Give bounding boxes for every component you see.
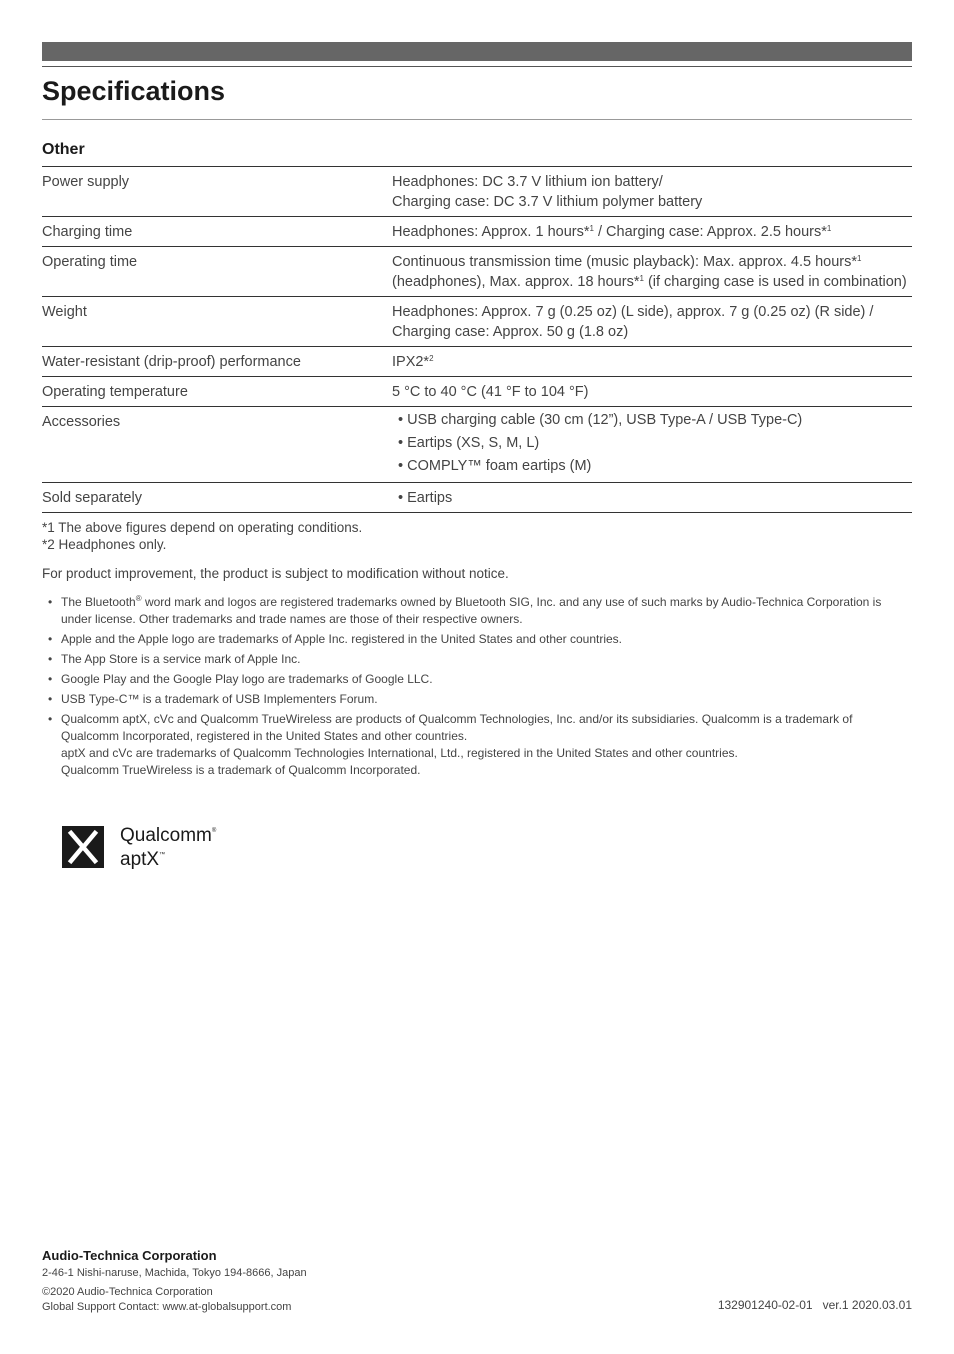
spec-row-weight: [42, 297, 912, 347]
spec-value: [392, 297, 912, 347]
trademark-list: [42, 594, 912, 782]
spec-row-operating-time: [42, 247, 912, 297]
list-item: • COMPLY™ foam eartips (M): [392, 455, 912, 478]
footnote-1: *1 The above figures depend on operating conditions.: [42, 520, 363, 535]
spec-label: Operating time: [42, 254, 138, 270]
page-title: Specifications: [42, 76, 226, 106]
spec-value-line: Charging case: Approx. 50 g (1.8 oz): [392, 324, 629, 340]
spec-row-accessories: [42, 407, 912, 483]
logo-wordmark: [120, 824, 216, 872]
spec-value: [392, 407, 912, 483]
title-divider: [42, 119, 912, 120]
spec-value-text: Headphones: Approx. 1 hours*: [392, 224, 590, 240]
registered-mark: ®: [135, 594, 142, 603]
trademark-app-store: • The App Store is a service mark of Apple Inc.: [42, 651, 912, 668]
footnotes: [42, 519, 362, 553]
trademark-text: • Qualcomm aptX, cVc and Qualcomm TrueWireless are products of Qualcomm Technologies, Inc. and/or its subsidiaries. Qualcomm is a trademark of Qualcomm Incorporated, registered in the United States and other countries.: [61, 712, 853, 743]
spec-value: [392, 167, 912, 217]
trademark-qualcomm: [42, 711, 912, 779]
trademark-text: The Bluetooth: [61, 595, 136, 609]
footnote-2: *2 Headphones only.: [42, 537, 167, 552]
spec-label: Accessories: [42, 414, 121, 430]
spec-value-line: [392, 252, 912, 272]
footnote-ref: 2: [429, 354, 434, 363]
trademark-text: aptX and cVc are trademarks of Qualcomm Technologies International, Ltd., registered in the United States and other countries.: [61, 746, 738, 760]
logo-line-qualcomm: [120, 824, 216, 848]
spec-value-line: [392, 272, 912, 292]
logo-text-qualcomm: Qualcomm: [120, 825, 212, 846]
list-item: • USB charging cable (30 cm (12”), USB Type-A / USB Type-C): [392, 409, 912, 432]
footnote-ref: 1: [857, 254, 862, 263]
spec-label: Weight: [42, 304, 87, 320]
improvement-notice: For product improvement, the product is subject to modification without notice.: [42, 566, 509, 581]
copyright: ©2020 Audio-Technica Corporation: [42, 1286, 213, 1298]
logo-line-aptx: [120, 848, 216, 872]
spec-value-text: / Charging case: Approx. 2.5 hours*: [593, 224, 827, 240]
footer: [42, 1248, 912, 1315]
footnote-ref: 1: [589, 224, 594, 233]
footnote-ref: 1: [826, 224, 832, 233]
spec-row-power-supply: [42, 167, 912, 217]
spec-value: [392, 217, 912, 247]
trademark-usb: • USB Type-C™ is a trademark of USB Implementers Forum.: [42, 691, 912, 708]
spec-label: Sold separately: [42, 490, 142, 506]
trademark-apple: • Apple and the Apple logo are trademarks of Apple Inc. registered in the United States and other countries.: [42, 631, 912, 648]
spec-value-text: (headphones), Max. approx. 18 hours*: [392, 274, 640, 290]
spec-label: Operating temperature: [42, 384, 188, 400]
trademark-google: • Google Play and the Google Play logo are trademarks of Google LLC.: [42, 671, 912, 688]
support-contact: Global Support Contact: www.at-globalsupport.com: [42, 1301, 292, 1313]
spec-value-line: Charging case: DC 3.7 V lithium polymer battery: [392, 194, 703, 210]
trademark-text: word mark and logos are registered trademarks owned by Bluetooth SIG, Inc. and any use of such marks by Audio-Technica Corporation is under license. Other trademarks and trade names are those of their respective owners.: [61, 595, 882, 626]
spec-value-text: Continuous transmission time (music playback): Max. approx. 4.5 hours*: [392, 254, 857, 270]
logo-text-aptx: aptX: [120, 849, 160, 870]
document-number: 132901240-02-01: [717, 1298, 813, 1312]
specs-table: [42, 166, 912, 513]
spec-row-sold-separately: [42, 483, 912, 513]
spec-label: Water-resistant (drip-proof) performance: [42, 354, 301, 370]
spec-value: [392, 347, 912, 377]
qualcomm-aptx-logo: [62, 824, 262, 872]
document-version: ver.1 2020.03.01: [822, 1298, 912, 1312]
trademark-bluetooth: [42, 594, 912, 628]
header-rule: [42, 66, 912, 67]
spec-value-text: IPX2*: [392, 354, 430, 370]
spec-value-line: Headphones: Approx. 7 g (0.25 oz) (L side), approx. 7 g (0.25 oz) (R side) /: [392, 304, 874, 320]
header-bar: [42, 42, 912, 61]
spec-row-operating-temperature: [42, 377, 912, 407]
spec-value: [392, 247, 912, 297]
spec-row-charging-time: [42, 217, 912, 247]
registered-mark: ®: [211, 828, 217, 834]
spec-value: 5 °C to 40 °C (41 °F to 104 °F): [392, 384, 589, 400]
spec-label: Power supply: [42, 174, 130, 190]
spec-value: [392, 483, 912, 513]
aptx-x-icon: [62, 826, 104, 868]
footnote-ref: 1: [639, 274, 644, 283]
spec-value-text: (if charging case is used in combination): [643, 274, 907, 290]
spec-value-line: Headphones: DC 3.7 V lithium ion battery/: [392, 174, 663, 190]
company-name: Audio-Technica Corporation: [42, 1248, 217, 1263]
list-item: • Eartips: [392, 488, 912, 508]
company-address: 2-46-1 Nishi-naruse, Machida, Tokyo 194-8666, Japan: [42, 1267, 307, 1279]
trademark-mark: ™: [159, 852, 166, 858]
spec-label: Charging time: [42, 224, 133, 240]
document-reference: [708, 1298, 912, 1312]
spec-row-water-resistance: [42, 347, 912, 377]
list-item: • Eartips (XS, S, M, L): [392, 432, 912, 455]
section-title-other: Other: [42, 141, 85, 158]
trademark-text: Qualcomm TrueWireless is a trademark of Qualcomm Incorporated.: [61, 763, 421, 777]
